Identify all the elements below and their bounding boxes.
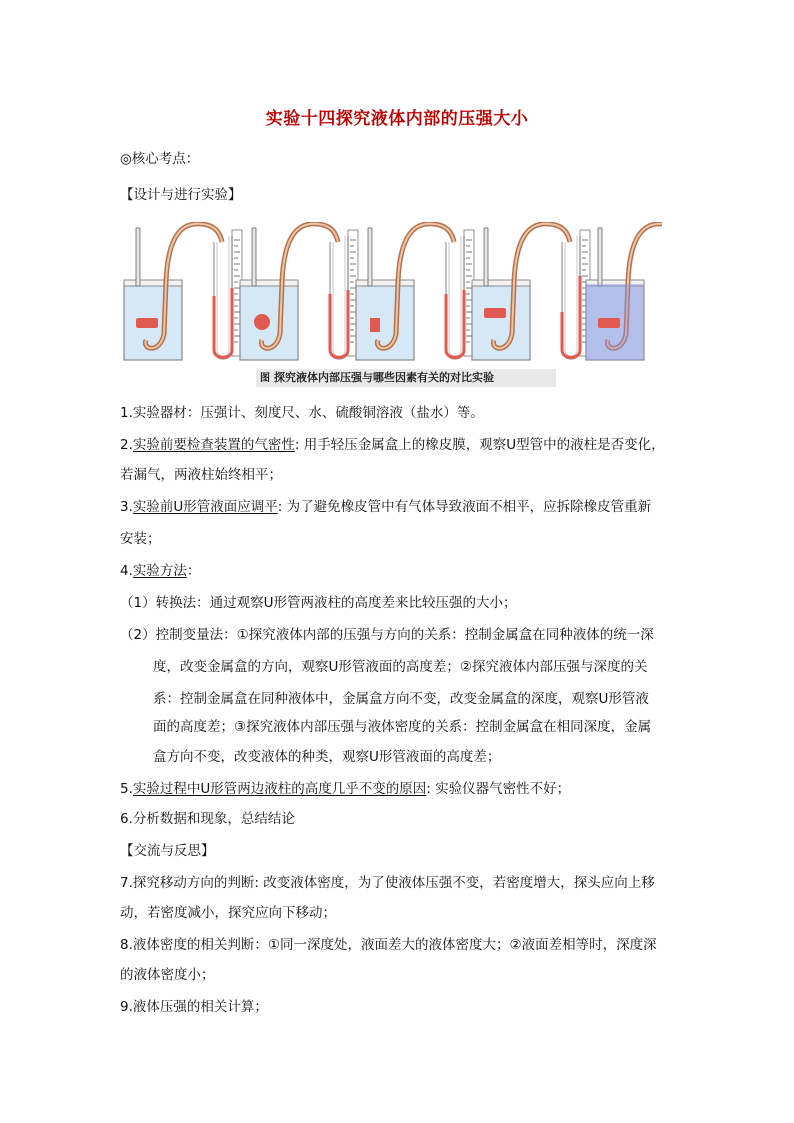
figure-caption-prefix: 图 bbox=[260, 373, 270, 384]
item-6: 6.分析数据和现象，总结结论 bbox=[120, 811, 295, 827]
figure-caption-text: 探究液体内部压强与哪些因素有关的对比实验 bbox=[274, 371, 494, 384]
item-8-line-1: 8.液体密度的相关判断：①同一深度处，液面差大的液体密度大；②液面差相等时，深度深 bbox=[120, 937, 657, 953]
page-title: 实验十四探究液体内部的压强大小 bbox=[265, 109, 529, 129]
core-label: ◎核心考点： bbox=[120, 151, 200, 167]
item-4-number: 4. bbox=[120, 563, 133, 579]
section-heading-exchange: 【交流与反思】 bbox=[120, 843, 215, 859]
item-5-number: 5. bbox=[120, 781, 133, 797]
item-4 bbox=[120, 560, 200, 582]
experiment-figure bbox=[122, 222, 662, 364]
method-2-line-4: 面的高度差；③探究液体内部压强与液体密度的关系：控制金属盒在相同深度，金属 bbox=[153, 719, 652, 735]
item-3-text: : 为了避免橡皮管中有气体导致液面不相平，应拆除橡皮管重新 bbox=[277, 499, 652, 515]
figure-caption bbox=[256, 369, 556, 387]
item-9: 9.液体压强的相关计算； bbox=[120, 999, 268, 1015]
item-3-cont: 安装； bbox=[120, 531, 161, 547]
item-2-text: : 用手轻压金属盒上的橡皮膜，观察U型管中的液柱是否变化， bbox=[294, 437, 665, 453]
item-3-number: 3. bbox=[120, 499, 133, 515]
item-5-text: : 实验仪器气密性不好； bbox=[426, 781, 571, 797]
method-1: （1）转换法：通过观察U形管两液柱的高度差来比较压强的大小； bbox=[120, 595, 517, 611]
item-5-key: 实验过程中U形管两边液柱的高度几乎不变的原因 bbox=[132, 781, 427, 797]
item-4-text: ： bbox=[186, 563, 201, 579]
item-3-key: 实验前U形管液面应调平 bbox=[132, 499, 278, 515]
method-2-line-1: （2）控制变量法：①探究液体内部的压强与方向的关系：控制金属盒在同种液体的统一深 bbox=[120, 627, 654, 643]
item-8-line-2: 的液体密度小； bbox=[120, 967, 215, 983]
method-2-line-3: 系：控制金属盒在同种液体中，金属盒方向不变，改变金属盒的深度，观察U形管液 bbox=[153, 691, 649, 707]
apparatus-5 bbox=[586, 224, 662, 360]
item-7-line-1: 7.探究移动方向的判断: 改变液体密度，为了使液体压强不变，若密度增大，探头应向上移 bbox=[120, 875, 655, 891]
apparatus-2 bbox=[240, 224, 358, 360]
item-5 bbox=[120, 778, 570, 800]
item-7-line-2: 动，若密度减小，探究应向下移动； bbox=[120, 905, 336, 921]
apparatus-1 bbox=[124, 224, 242, 360]
item-2-cont: 若漏气，两液柱始终相平； bbox=[120, 467, 282, 483]
item-2-key: 实验前要检查装置的气密性 bbox=[132, 437, 295, 453]
item-4-key: 实验方法 bbox=[132, 563, 187, 579]
apparatus-3 bbox=[356, 224, 474, 360]
apparatus-4 bbox=[472, 224, 590, 360]
item-1: 1.实验器材：压强计、刻度尺、水、硫酸铜溶液（盐水）等。 bbox=[120, 405, 484, 421]
item-2-number: 2. bbox=[120, 437, 133, 453]
method-2-line-2: 度，改变金属盒的方向，观察U形管液面的高度差；②探究液体内部压强与深度的关 bbox=[153, 659, 648, 675]
item-3 bbox=[120, 496, 651, 518]
item-2 bbox=[120, 434, 665, 456]
method-2-line-5: 盒方向不变，改变液体的种类，观察U形管液面的高度差； bbox=[153, 749, 501, 765]
section-heading-design: 【设计与进行实验】 bbox=[120, 187, 242, 203]
